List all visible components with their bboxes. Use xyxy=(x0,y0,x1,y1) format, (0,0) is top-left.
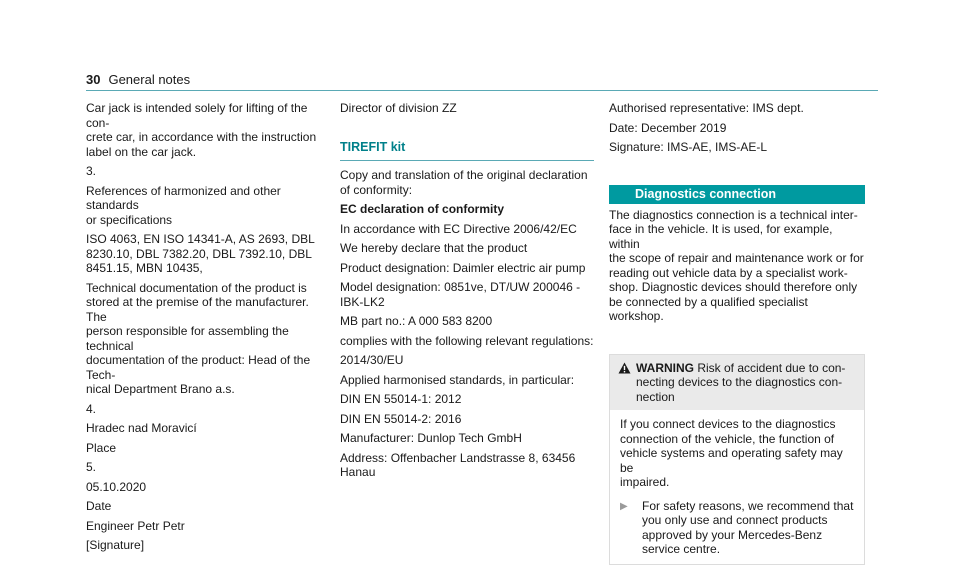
section-rule xyxy=(340,160,594,161)
paragraph: Copy and translation of the original declaration of conformity: xyxy=(340,168,588,197)
warning-triangle-icon xyxy=(618,361,636,405)
paragraph: ISO 4063, EN ISO 14341-A, AS 2693, DBL 8230.10, DBL 7382.20, DBL 7392.10, DBL 8451.15, MBN 10435, xyxy=(86,232,315,275)
play-triangle-icon: ▶ xyxy=(620,500,628,512)
page-number: 30 xyxy=(86,72,101,87)
paragraph: Technical documentation of the product is stored at the premise of the manufacturer. The person responsible for assembling the technical documentation of the product: Head of the Tech- nical Department Brano a.s. xyxy=(86,280,311,396)
paragraph: Date xyxy=(86,499,112,513)
column-1 xyxy=(86,101,326,558)
paragraph: Date: December 2019 xyxy=(609,120,727,135)
paragraph: Address: Offenbacher Landstrasse 8, 63456 Hanau xyxy=(340,450,576,479)
paragraph: 5. xyxy=(86,460,97,474)
paragraph: 3. xyxy=(86,164,97,178)
paragraph: Signature: IMS-AE, IMS-AE-L xyxy=(609,140,768,154)
paragraph: Model designation: 0851ve, DT/UW 200046 - IBK-LK2 xyxy=(340,280,581,309)
warning-risk: Risk of accident due to con- necting devices to the diagnostics con- nection xyxy=(636,360,846,404)
paragraph: Product designation: Daimler electric air pump xyxy=(340,260,586,275)
list-item xyxy=(620,499,856,557)
paragraph: DIN EN 55014-1: 2012 xyxy=(340,392,462,406)
section-heading-tirefit: TIREFIT kit xyxy=(340,139,406,154)
paragraph: Authorised representative: IMS dept. xyxy=(609,101,804,115)
warning-header xyxy=(610,355,864,411)
paragraph: We hereby declare that the product xyxy=(340,241,528,255)
paragraph: Hradec nad Moravicí xyxy=(86,421,197,435)
paragraph: MB part no.: A 000 583 8200 xyxy=(340,314,493,328)
warning-body xyxy=(610,410,864,564)
header-rule xyxy=(86,90,878,91)
paragraph: DIN EN 55014-2: 2016 xyxy=(340,411,462,426)
warning-text: If you connect devices to the diagnostics connection of the vehicle, the function of vehicle systems and operating safety may be impaired. xyxy=(620,417,843,489)
paragraph: Place xyxy=(86,440,117,455)
section-title: General notes xyxy=(108,72,191,87)
paragraph: The diagnostics connection is a technical inter- face in the vehicle. It is used, for example, within the scope of repair and maintenance work or for reading out vehicle data by a specialist work- shop. Diagnostic devices should therefore only be connected by a qualified specialist workshop. xyxy=(609,207,864,323)
paragraph: References of harmonized and other standards or specifications xyxy=(86,183,281,227)
column-3 xyxy=(609,101,865,565)
paragraph: In accordance with EC Directive 2006/42/EC xyxy=(340,221,577,236)
paragraph: Car jack is intended solely for lifting of the con- crete car, in accordance with the instruction label on the car jack. xyxy=(86,101,317,159)
paragraph: 2014/30/EU xyxy=(340,353,404,367)
paragraph: Manufacturer: Dunlop Tech GmbH xyxy=(340,431,522,445)
paragraph: [Signature] xyxy=(86,538,145,552)
paragraph: 4. xyxy=(86,401,97,416)
paragraph: Applied harmonised standards, in particular: xyxy=(340,372,575,387)
column-2 xyxy=(340,101,594,485)
bullet-text: For safety reasons, we recommend that you only use and connect products approved by your Mercedes-Benz service centre. xyxy=(642,498,854,556)
paragraph: Engineer Petr Petr xyxy=(86,518,185,533)
paragraph: complies with the following relevant regulations: xyxy=(340,333,594,348)
diagnostics-heading-banner: Diagnostics connection xyxy=(609,185,865,204)
declaration-heading: EC declaration of conformity xyxy=(340,202,505,216)
paragraph: 05.10.2020 xyxy=(86,479,147,494)
page-header xyxy=(86,72,190,88)
paragraph: Director of division ZZ xyxy=(340,101,457,115)
warning-label: WARNING xyxy=(636,360,694,375)
